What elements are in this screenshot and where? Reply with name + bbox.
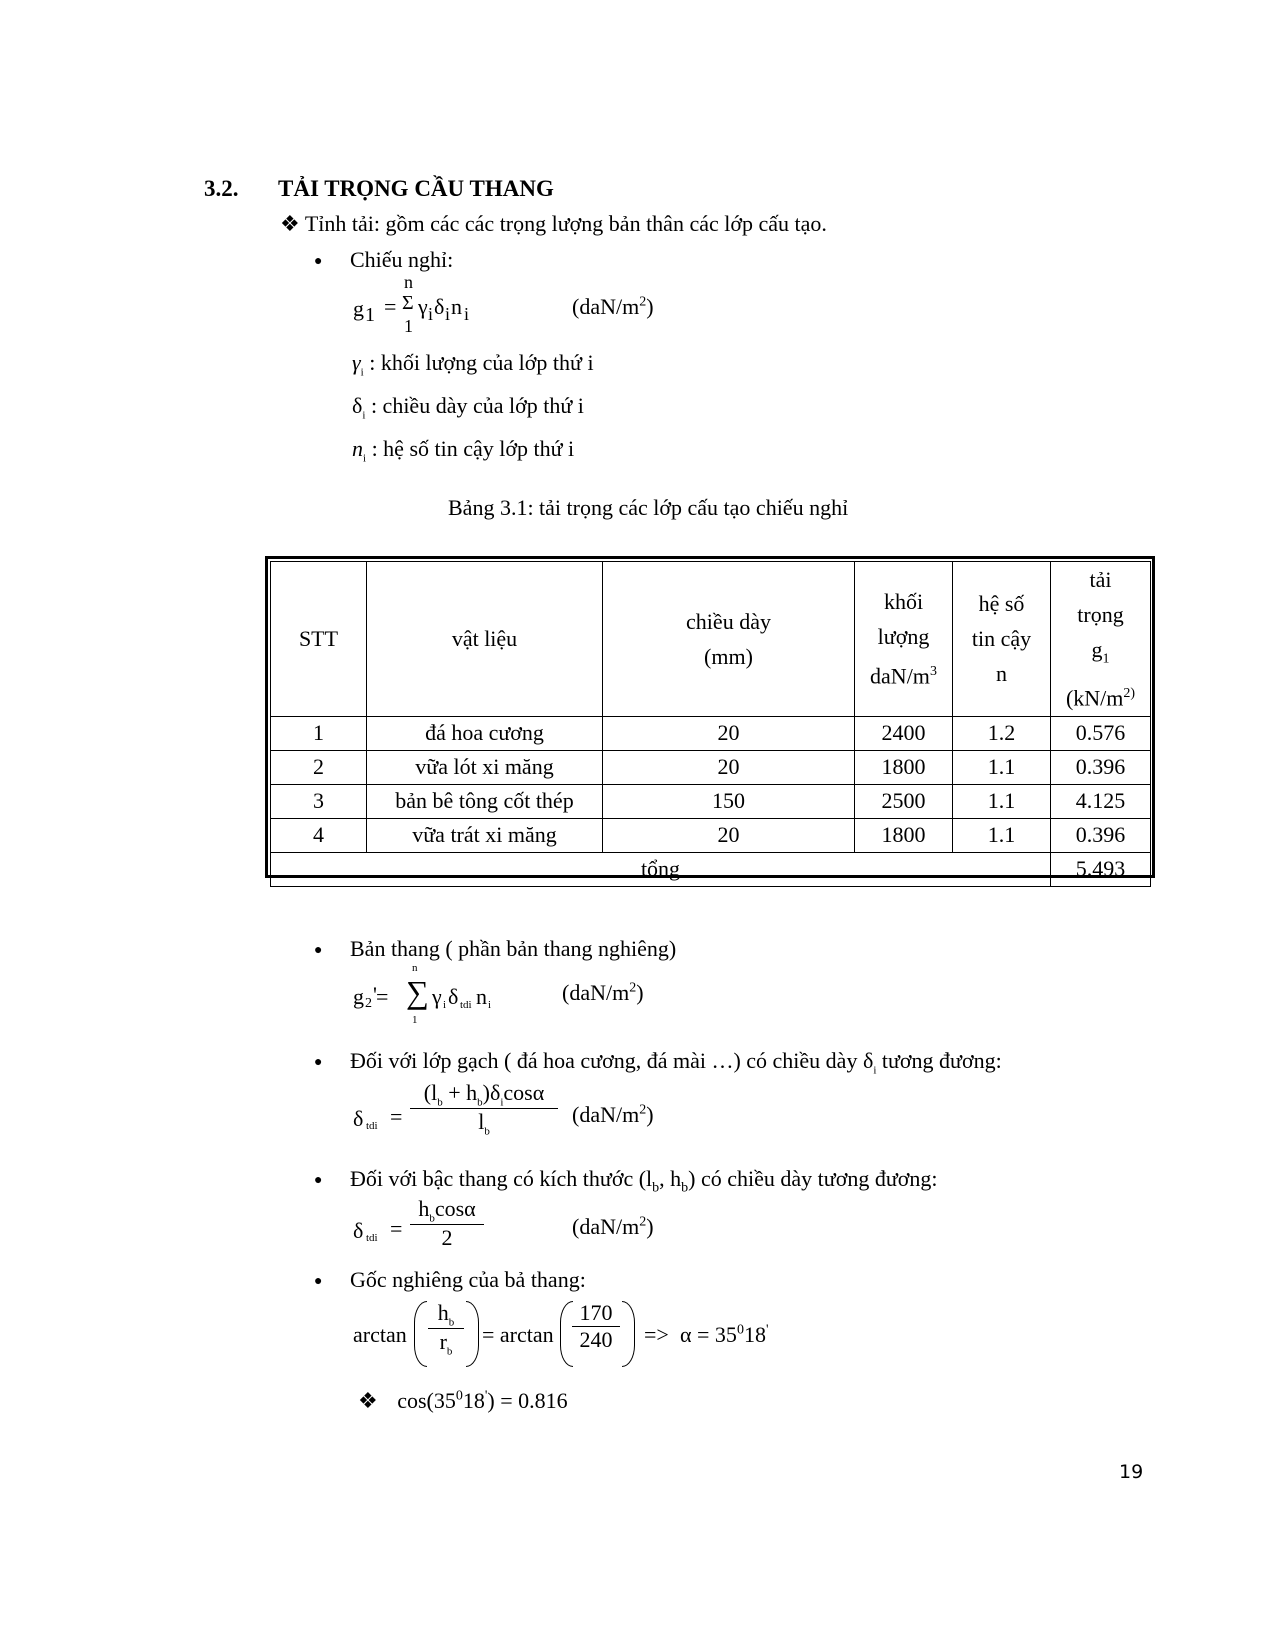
cell-coef: 1.1 [953, 818, 1051, 852]
cell-mass: 2400 [855, 716, 953, 750]
formula-lhs-sub: 2 [365, 996, 372, 1011]
gamma-symbol: γ [418, 294, 428, 319]
bullet-icon: ● [314, 1173, 323, 1188]
formula-lhs-sub: tdi [366, 1120, 378, 1132]
cell-thickness: 20 [603, 716, 855, 750]
cell-material: vữa trát xi măng [367, 818, 603, 852]
cell-material: đá hoa cương [367, 716, 603, 750]
gamma-sub: i [443, 999, 447, 1011]
formula-lhs: δ [353, 1218, 364, 1243]
alpha-value: $\alpha = 35^018'$ [680, 1322, 769, 1347]
formula-lhs-sub: tdi [366, 1232, 378, 1244]
def-n: $n_i$ : hệ số tin cậy lớp thứ i [352, 436, 575, 465]
page-number: 19 [1119, 1461, 1144, 1483]
flight-formula [350, 962, 680, 1030]
slope-label: Gốc nghiêng của bả thang: [350, 1267, 586, 1292]
right-paren-icon [466, 1301, 479, 1367]
landing-unit: $(daN/m^2)$ [572, 294, 654, 319]
static-load-text: Tỉnh tải: gồm các các trọng lượng bản thân các lớp cấu tạo. [304, 211, 827, 236]
slope-fraction-2 [572, 1300, 620, 1353]
table-row [271, 750, 1151, 784]
cell-thickness: 150 [603, 784, 855, 818]
cell-load: 0.576 [1051, 716, 1151, 750]
step-unit: $(daN/m^2)$ [572, 1214, 654, 1239]
bullet-icon: ● [314, 1055, 323, 1070]
tile-fraction [410, 1080, 558, 1138]
delta-sub: tdi [460, 999, 472, 1011]
tile-formula [350, 1076, 690, 1148]
section-title: TẢI TRỌNG CẦU THANG [278, 176, 554, 201]
formula-eq-arctan: = arctan [482, 1322, 554, 1347]
header-thickness: chiều dày (mm) [603, 562, 855, 717]
formula-prime: ' [373, 982, 377, 1007]
gamma-symbol: γ [432, 984, 442, 1009]
cell-stt: 1 [271, 716, 367, 750]
left-paren-icon [414, 1301, 427, 1367]
fraction-denominator: 2 [441, 1225, 453, 1251]
formula-eq: = [390, 1104, 403, 1129]
table-header-row [271, 562, 1151, 717]
fraction-denominator: 240 [579, 1327, 613, 1352]
slope-formula [350, 1298, 790, 1372]
cell-load: 0.396 [1051, 818, 1151, 852]
diamond-bullet-icon: ❖ [358, 1388, 378, 1413]
diamond-bullet-icon: ❖ [280, 211, 300, 236]
n-sub: i [488, 999, 492, 1011]
bullet-icon: ● [314, 254, 323, 269]
formula-lhs: g [353, 984, 364, 1009]
cell-thickness: 20 [603, 750, 855, 784]
header-material: vật liệu [367, 562, 603, 717]
landing-formula [350, 272, 670, 340]
implies-arrow: => [644, 1322, 669, 1347]
header-stt: STT [271, 562, 367, 717]
landing-label: Chiếu nghỉ: [350, 247, 454, 272]
cell-coef: 1.1 [953, 750, 1051, 784]
cell-stt: 2 [271, 750, 367, 784]
load-table [265, 556, 1155, 882]
flight-label: Bản thang ( phần bản thang nghiêng) [350, 936, 677, 961]
cell-mass: 1800 [855, 750, 953, 784]
formula-eq: = [390, 1216, 403, 1241]
cell-coef: 1.1 [953, 784, 1051, 818]
table-total-row [271, 852, 1151, 886]
cell-material: bản bê tông cốt thép [367, 784, 603, 818]
step-fraction [410, 1196, 484, 1251]
cell-thickness: 20 [603, 818, 855, 852]
fraction-denominator: $l_b$ [478, 1109, 490, 1138]
formula-lhs-sub: 1 [365, 304, 375, 326]
right-paren-icon [622, 1301, 635, 1367]
step-text: Đối với bậc thang có kích thước ($l_b$, $h_b$) có chiều dày tương đương: [350, 1166, 938, 1196]
gamma-sub: i [428, 304, 434, 324]
fraction-denominator: $r_b$ [439, 1329, 453, 1358]
table-row [271, 818, 1151, 852]
table-row [271, 784, 1151, 818]
arctan-fn: arctan [353, 1322, 407, 1347]
fraction-numerator: 170 [579, 1300, 613, 1325]
tile-unit: $(daN/m^2)$ [572, 1102, 654, 1127]
cell-stt: 3 [271, 784, 367, 818]
tile-text: Đối với lớp gạch ( đá hoa cương, đá mài …) có chiều dày $\delta_i$ tương đương: [350, 1048, 1002, 1077]
fraction-numerator: $h_b$ [437, 1300, 455, 1329]
fraction-numerator: $(l_b + h_b)\delta_i\cos\alpha$ [423, 1080, 545, 1109]
table-caption: Bảng 3.1: tải trọng các lớp cấu tạo chiếu nghỉ [448, 495, 849, 520]
sigma-top: n [404, 272, 413, 292]
bullet-icon: ● [314, 943, 323, 958]
header-load: tải trọng $g_1$ ($kN/m^{2)}$ [1051, 562, 1151, 717]
flight-unit: $(daN/m^2)$ [562, 980, 644, 1005]
n-sub: i [464, 304, 470, 324]
cell-stt: 4 [271, 818, 367, 852]
delta-sub: i [445, 304, 451, 324]
table-row [271, 716, 1151, 750]
def-delta: $\delta_i$ : chiều dày của lớp thứ i [352, 393, 584, 422]
section-number: 3.2. [204, 176, 239, 201]
formula-eq: = [384, 294, 397, 319]
cell-coef: 1.2 [953, 716, 1051, 750]
sigma-bottom: 1 [412, 1014, 418, 1026]
cell-mass: 1800 [855, 818, 953, 852]
formula-eq: = [376, 984, 389, 1009]
cell-load: 0.396 [1051, 750, 1151, 784]
total-value: 5.493 [1051, 852, 1151, 886]
n-symbol: n [451, 294, 462, 319]
def-gamma: $\gamma_i$ : khối lượng của lớp thứ i [352, 350, 594, 379]
formula-lhs: δ [353, 1106, 364, 1131]
slope-fraction-1 [428, 1300, 464, 1358]
bullet-icon: ● [314, 1274, 323, 1289]
sigma-symbol: ∑ [406, 974, 429, 1010]
sigma-top: n [412, 962, 418, 974]
header-coef: hệ số tin cậy n [953, 562, 1051, 717]
formula-lhs: g [353, 296, 364, 321]
step-formula [350, 1196, 680, 1262]
sigma-symbol: Σ [402, 292, 414, 314]
cell-mass: 2500 [855, 784, 953, 818]
cos-text: $\cos(35^018') = 0.816$ [397, 1388, 568, 1413]
fraction-numerator: $h_b\cos\alpha$ [418, 1196, 476, 1225]
cell-material: vữa lót xi măng [367, 750, 603, 784]
static-load-line [280, 211, 827, 237]
cell-load: 4.125 [1051, 784, 1151, 818]
header-mass: khối lượng daN/$m^3$ [855, 562, 953, 717]
sigma-bottom: 1 [404, 316, 413, 336]
total-label: tổng [271, 852, 1051, 886]
cos-line [358, 1388, 568, 1414]
delta-symbol: δ [448, 984, 459, 1009]
delta-symbol: δ [434, 294, 445, 319]
n-symbol: n [476, 984, 487, 1009]
